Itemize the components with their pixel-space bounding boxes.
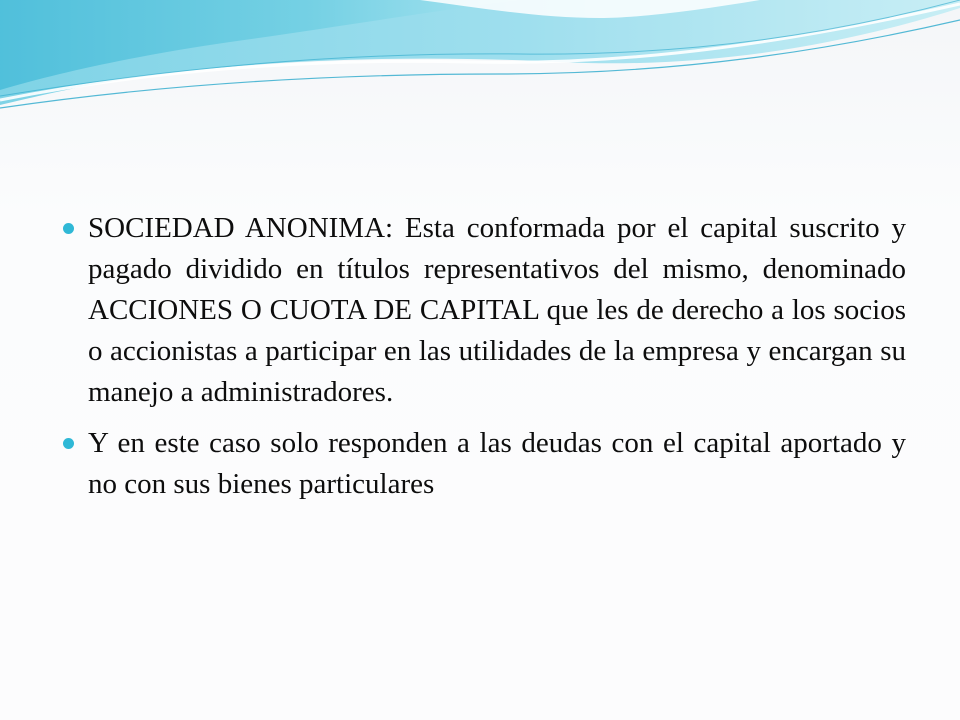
bullet-dot-icon (63, 223, 74, 234)
bullet-dot-icon (63, 438, 74, 449)
bullet-text: SOCIEDAD ANONIMA: Esta conformada por el capital suscrito y pagado dividido en títulos representativos del mismo, denominado ACCIONES O CUOTA DE CAPITAL que les de derecho a los socios o accionistas a participar en las utilidades de la empresa y encargan su manejo a administradores. (88, 212, 906, 408)
bullet-text: Y en este caso solo responden a las deudas con el capital aportado y no con sus bienes particulares (88, 427, 906, 500)
bullet-item-responsabilidad (60, 423, 906, 505)
bullet-item-sociedad-anonima (60, 208, 906, 413)
header-wave-decoration (0, 0, 960, 120)
bullet-list (60, 208, 906, 515)
